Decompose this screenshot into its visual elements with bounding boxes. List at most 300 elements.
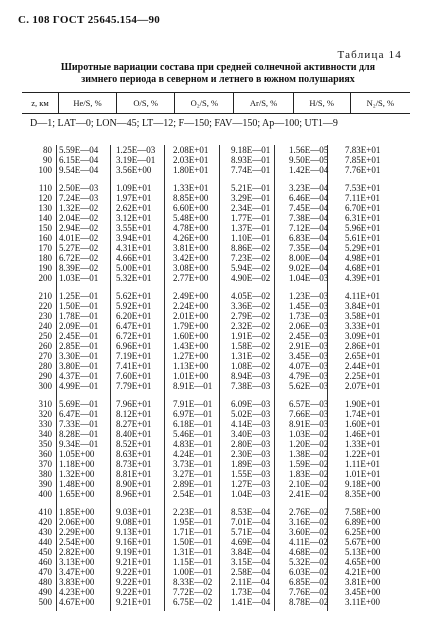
altitude-cell: 210 [38, 291, 52, 301]
value-cell: 2.77E+00 [173, 273, 209, 283]
value-cell: 1.89E—03 [231, 459, 271, 469]
value-cell: 7.12E—04 [289, 223, 329, 233]
value-cell: 3.45E+00 [345, 587, 381, 597]
value-cell: 1.71E—01 [173, 527, 213, 537]
value-cell: 1.33E+01 [173, 183, 209, 193]
value-cell: 3.11E+00 [345, 597, 380, 607]
col-header-he: He/S, % [58, 93, 116, 114]
value-cell: 9.18E+00 [345, 479, 381, 489]
table-row [22, 409, 410, 419]
value-cell: 1.90E+01 [345, 399, 381, 409]
parameters-line: D—1; LAT—0; LON—45; LT—12; F—150; FAV—150; Ap—100; UT1—9 [30, 118, 338, 129]
altitude-cell: 480 [38, 577, 52, 587]
value-cell: 7.79E+01 [116, 381, 152, 391]
value-cell: 9.21E+01 [116, 597, 152, 607]
value-cell: 8.78E—02 [289, 597, 329, 607]
value-cell: 1.77E—01 [231, 213, 271, 223]
value-cell: 1.01E+00 [173, 371, 209, 381]
value-cell: 1.60E+00 [173, 331, 209, 341]
table-row [22, 155, 410, 165]
value-cell: 3.23E—04 [289, 183, 329, 193]
table-row [22, 253, 410, 263]
value-cell: 2.54E+00 [59, 537, 95, 547]
value-cell: 8.39E—02 [59, 263, 99, 273]
value-cell: 2.07E+01 [345, 381, 381, 391]
value-cell: 7.11E+01 [345, 193, 380, 203]
value-cell: 7.23E—02 [231, 253, 271, 263]
value-cell: 1.91E—02 [231, 331, 271, 341]
altitude-cell: 170 [38, 243, 52, 253]
value-cell: 8.91E—03 [289, 419, 329, 429]
value-cell: 2.10E—02 [289, 479, 329, 489]
value-cell: 5.46E—01 [173, 429, 213, 439]
value-cell: 7.83E+01 [345, 145, 381, 155]
altitude-cell: 280 [38, 361, 52, 371]
value-cell: 4.11E+01 [345, 291, 380, 301]
altitude-cell: 260 [38, 341, 52, 351]
altitude-cell: 500 [38, 597, 52, 607]
table-row [22, 291, 410, 301]
table-row [22, 203, 410, 213]
table-row [22, 301, 410, 311]
value-cell: 7.38E—03 [231, 381, 271, 391]
value-cell: 2.58E—04 [231, 567, 271, 577]
value-cell: 4.90E—02 [231, 273, 271, 283]
table-row [22, 439, 410, 449]
altitude-cell: 120 [38, 193, 52, 203]
altitude-cell: 400 [38, 489, 52, 499]
value-cell: 8.86E—02 [231, 243, 271, 253]
table-row [22, 567, 410, 577]
value-cell: 9.13E+01 [116, 527, 152, 537]
value-cell: 8.96E+01 [116, 489, 152, 499]
value-cell: 6.72E+01 [116, 331, 152, 341]
altitude-cell: 160 [38, 233, 52, 243]
value-cell: 7.76E+01 [345, 165, 381, 175]
value-cell: 1.78E—01 [59, 311, 99, 321]
altitude-cell: 240 [38, 321, 52, 331]
value-cell: 3.40E—03 [231, 429, 271, 439]
altitude-cell: 250 [38, 331, 52, 341]
value-cell: 4.68E—02 [289, 547, 329, 557]
altitude-cell: 380 [38, 469, 52, 479]
value-cell: 4.37E—01 [59, 371, 99, 381]
table-row [22, 419, 410, 429]
value-cell: 4.67E+00 [59, 597, 95, 607]
value-cell: 1.79E+00 [173, 321, 209, 331]
value-cell: 9.22E+01 [116, 567, 152, 577]
table-row [22, 399, 410, 409]
value-cell: 3.84E+01 [345, 301, 381, 311]
altitude-cell: 180 [38, 253, 52, 263]
value-cell: 7.24E—03 [59, 193, 99, 203]
value-cell: 2.44E+01 [345, 361, 381, 371]
value-cell: 1.04E—03 [231, 489, 271, 499]
table-row [22, 321, 410, 331]
value-cell: 8.52E+01 [116, 439, 152, 449]
value-cell: 1.05E+00 [59, 449, 95, 459]
value-cell: 1.60E+01 [345, 419, 381, 429]
value-cell: 1.83E—02 [289, 469, 329, 479]
table-row [22, 223, 410, 233]
value-cell: 5.92E+01 [116, 301, 152, 311]
row-group [22, 399, 410, 499]
value-cell: 2.45E—03 [289, 331, 329, 341]
value-cell: 3.29E—01 [231, 193, 271, 203]
value-cell: 6.20E+01 [116, 311, 152, 321]
value-cell: 8.33E—02 [173, 577, 213, 587]
value-cell: 4.99E—01 [59, 381, 99, 391]
table-row [22, 547, 410, 557]
value-cell: 1.31E—02 [231, 351, 271, 361]
row-group [22, 183, 410, 283]
value-cell: 6.46E—04 [289, 193, 329, 203]
value-cell: 2.54E—01 [173, 489, 213, 499]
value-cell: 2.85E—01 [59, 341, 99, 351]
value-cell: 4.68E+01 [345, 263, 381, 273]
value-cell: 1.09E+01 [116, 183, 152, 193]
value-cell: 1.01E+01 [345, 469, 381, 479]
value-cell: 4.05E—02 [231, 291, 271, 301]
altitude-cell: 230 [38, 311, 52, 321]
value-cell: 7.91E—01 [173, 399, 213, 409]
value-cell: 5.59E—04 [59, 145, 99, 155]
table-row [22, 469, 410, 479]
value-cell: 1.38E—02 [289, 449, 329, 459]
value-cell: 1.32E—02 [59, 203, 99, 213]
value-cell: 1.37E—01 [231, 223, 271, 233]
value-cell: 5.71E—04 [231, 527, 271, 537]
value-cell: 1.59E—02 [289, 459, 329, 469]
value-cell: 3.36E—02 [231, 301, 271, 311]
value-cell: 9.18E—01 [231, 145, 271, 155]
value-cell: 1.08E—02 [231, 361, 271, 371]
value-cell: 1.50E—01 [59, 301, 99, 311]
table-row [22, 489, 410, 499]
table-row [22, 557, 410, 567]
col-header-h: H/S, % [293, 93, 350, 114]
column-header-table [22, 92, 410, 114]
value-cell: 8.91E—01 [173, 381, 213, 391]
value-cell: 1.33E+01 [345, 439, 381, 449]
col-header-o: O/S, % [117, 93, 175, 114]
value-cell: 9.50E—05 [289, 155, 329, 165]
value-cell: 1.43E+00 [173, 341, 209, 351]
value-cell: 5.61E+01 [345, 233, 381, 243]
altitude-cell: 370 [38, 459, 52, 469]
value-cell: 1.73E—04 [231, 587, 271, 597]
value-cell: 1.95E—01 [173, 517, 213, 527]
value-cell: 5.21E—01 [231, 183, 271, 193]
value-cell: 2.29E+00 [59, 527, 95, 537]
value-cell: 7.35E—04 [289, 243, 329, 253]
table-row [22, 331, 410, 341]
value-cell: 2.49E+00 [173, 291, 209, 301]
value-cell: 4.26E+00 [173, 233, 209, 243]
value-cell: 8.00E—04 [289, 253, 329, 263]
altitude-cell: 290 [38, 371, 52, 381]
value-cell: 7.41E+01 [116, 361, 152, 371]
value-cell: 2.11E—04 [231, 577, 270, 587]
table-row [22, 145, 410, 155]
value-cell: 6.31E+01 [345, 213, 381, 223]
value-cell: 1.58E—02 [231, 341, 271, 351]
value-cell: 3.30E—01 [59, 351, 99, 361]
altitude-cell: 350 [38, 439, 52, 449]
table-row [22, 381, 410, 391]
table-row [22, 341, 410, 351]
value-cell: 8.73E+01 [116, 459, 152, 469]
value-cell: 3.81E+00 [173, 243, 209, 253]
caption-line-1: Широтные вариации состава при средней солнечной активности для [60, 62, 376, 73]
value-cell: 3.19E—01 [116, 155, 156, 165]
value-cell: 7.01E—04 [231, 517, 271, 527]
altitude-cell: 440 [38, 537, 52, 547]
altitude-cell: 110 [38, 183, 52, 193]
value-cell: 3.84E—04 [231, 547, 271, 557]
value-cell: 1.31E—01 [173, 547, 213, 557]
table-row [22, 507, 410, 517]
value-cell: 8.63E+01 [116, 449, 152, 459]
value-cell: 1.73E—03 [289, 311, 329, 321]
value-cell: 6.18E—01 [173, 419, 213, 429]
altitude-cell: 140 [38, 213, 52, 223]
altitude-cell: 330 [38, 419, 52, 429]
table-row [22, 479, 410, 489]
table-row [22, 193, 410, 203]
row-group [22, 507, 410, 607]
value-cell: 7.33E—01 [59, 419, 99, 429]
altitude-cell: 340 [38, 429, 52, 439]
value-cell: 9.22E+01 [116, 587, 152, 597]
value-cell: 4.65E+00 [345, 557, 381, 567]
altitude-cell: 190 [38, 263, 52, 273]
value-cell: 1.20E—02 [289, 439, 329, 449]
value-cell: 8.85E+00 [173, 193, 209, 203]
col-header-ar: Ar/S, % [234, 93, 293, 114]
value-cell: 1.18E+00 [59, 459, 95, 469]
value-cell: 1.74E+01 [345, 409, 381, 419]
value-cell: 8.27E+01 [116, 419, 152, 429]
row-group [22, 291, 410, 391]
value-cell: 1.48E+00 [59, 479, 95, 489]
value-cell: 5.62E—03 [289, 381, 329, 391]
value-cell: 3.16E—02 [289, 517, 329, 527]
value-cell: 9.54E—04 [59, 165, 99, 175]
page-header: С. 108 ГОСТ 25645.154—90 [18, 14, 161, 26]
value-cell: 1.03E—01 [59, 273, 99, 283]
value-cell: 6.25E+00 [345, 527, 381, 537]
value-cell: 9.22E+01 [116, 577, 152, 587]
altitude-cell: 450 [38, 547, 52, 557]
value-cell: 1.04E—03 [289, 273, 329, 283]
table-label: Таблица 14 [337, 49, 402, 61]
table-row [22, 459, 410, 469]
table-row [22, 311, 410, 321]
value-cell: 7.53E+01 [345, 183, 381, 193]
value-cell: 2.76E—02 [289, 507, 329, 517]
value-cell: 1.56E—05 [289, 145, 329, 155]
col-header-z: z, км [31, 98, 49, 108]
value-cell: 1.25E—01 [59, 291, 99, 301]
value-cell: 4.01E—02 [59, 233, 99, 243]
altitude-cell: 410 [38, 507, 52, 517]
value-cell: 1.65E+00 [59, 489, 95, 499]
value-cell: 6.09E—03 [231, 399, 271, 409]
value-cell: 7.74E—01 [231, 165, 271, 175]
value-cell: 2.91E—03 [289, 341, 329, 351]
value-cell: 6.75E—02 [173, 597, 213, 607]
value-cell: 5.27E—02 [59, 243, 99, 253]
altitude-cell: 80 [43, 145, 52, 155]
altitude-cell: 360 [38, 449, 52, 459]
value-cell: 7.45E—04 [289, 203, 329, 213]
value-cell: 6.97E—01 [173, 409, 213, 419]
value-cell: 7.76E—02 [289, 587, 329, 597]
altitude-cell: 130 [38, 203, 52, 213]
value-cell: 2.32E—02 [231, 321, 271, 331]
value-cell: 3.47E+00 [59, 567, 95, 577]
value-cell: 4.39E+01 [345, 273, 381, 283]
altitude-cell: 460 [38, 557, 52, 567]
value-cell: 8.12E+01 [116, 409, 152, 419]
value-cell: 2.01E+00 [173, 311, 209, 321]
value-cell: 9.34E—01 [59, 439, 99, 449]
value-cell: 1.46E+01 [345, 429, 381, 439]
value-cell: 6.96E+01 [116, 341, 152, 351]
value-cell: 2.41E—02 [289, 489, 329, 499]
value-cell: 2.30E—03 [231, 449, 271, 459]
altitude-cell: 150 [38, 223, 52, 233]
table-row [22, 527, 410, 537]
value-cell: 5.96E+01 [345, 223, 381, 233]
value-cell: 9.19E+01 [116, 547, 152, 557]
value-cell: 3.12E+01 [116, 213, 152, 223]
table-row [22, 233, 410, 243]
value-cell: 4.69E—04 [231, 537, 271, 547]
caption-line-2: зимнего периода в северном и летнего в южном полушариях [81, 74, 355, 85]
table-row [22, 273, 410, 283]
value-cell: 2.06E+00 [59, 517, 95, 527]
value-cell: 1.15E—01 [173, 557, 213, 567]
value-cell: 2.08E+01 [173, 145, 209, 155]
value-cell: 1.13E+00 [173, 361, 209, 371]
value-cell: 3.45E—03 [289, 351, 329, 361]
value-cell: 1.32E+00 [59, 469, 95, 479]
value-cell: 8.81E+01 [116, 469, 152, 479]
value-cell: 2.62E+01 [116, 203, 152, 213]
value-cell: 5.94E—02 [231, 263, 271, 273]
value-cell: 4.66E+01 [116, 253, 152, 263]
value-cell: 1.85E+00 [59, 507, 95, 517]
value-cell: 1.42E—04 [289, 165, 329, 175]
value-cell: 1.55E—03 [231, 469, 271, 479]
value-cell: 4.98E+01 [345, 253, 381, 263]
value-cell: 3.55E+01 [116, 223, 152, 233]
value-cell: 6.72E—02 [59, 253, 99, 263]
value-cell: 3.09E+01 [345, 331, 381, 341]
value-cell: 2.79E—02 [231, 311, 271, 321]
value-cell: 9.02E—04 [289, 263, 329, 273]
value-cell: 1.22E+01 [345, 449, 381, 459]
value-cell: 5.62E+01 [116, 291, 152, 301]
value-cell: 2.50E—03 [59, 183, 99, 193]
value-cell: 6.60E+00 [173, 203, 209, 213]
value-cell: 6.57E—03 [289, 399, 329, 409]
value-cell: 1.97E+01 [116, 193, 152, 203]
value-cell: 2.24E+00 [173, 301, 209, 311]
value-cell: 7.96E+01 [116, 399, 152, 409]
altitude-cell: 300 [38, 381, 52, 391]
value-cell: 6.89E+00 [345, 517, 381, 527]
value-cell: 8.94E—03 [231, 371, 271, 381]
data-table-body [22, 145, 410, 615]
value-cell: 5.48E+00 [173, 213, 209, 223]
value-cell: 1.25E—03 [116, 145, 156, 155]
value-cell: 4.79E—03 [289, 371, 329, 381]
table-row [22, 213, 410, 223]
value-cell: 6.03E—02 [289, 567, 329, 577]
value-cell: 1.03E—02 [289, 429, 329, 439]
value-cell: 4.14E—03 [231, 419, 271, 429]
value-cell: 1.41E—04 [231, 597, 271, 607]
value-cell: 7.38E—04 [289, 213, 329, 223]
value-cell: 2.03E+01 [173, 155, 209, 165]
altitude-cell: 320 [38, 409, 52, 419]
altitude-cell: 200 [38, 273, 52, 283]
value-cell: 5.29E+01 [345, 243, 381, 253]
value-cell: 4.07E—03 [289, 361, 329, 371]
value-cell: 4.83E—01 [173, 439, 213, 449]
value-cell: 6.83E—04 [289, 233, 329, 243]
altitude-cell: 220 [38, 301, 52, 311]
value-cell: 5.32E—02 [289, 557, 329, 567]
table-row [22, 449, 410, 459]
value-cell: 9.21E+01 [116, 557, 152, 567]
altitude-cell: 470 [38, 567, 52, 577]
row-group [22, 145, 410, 175]
table-row [22, 577, 410, 587]
value-cell: 9.03E+01 [116, 507, 152, 517]
value-cell: 5.67E+00 [345, 537, 381, 547]
value-cell: 9.08E+01 [116, 517, 152, 527]
value-cell: 8.35E+00 [345, 489, 381, 499]
value-cell: 3.60E—02 [289, 527, 329, 537]
value-cell: 2.23E—01 [173, 507, 213, 517]
value-cell: 6.47E+01 [116, 321, 152, 331]
value-cell: 4.24E—01 [173, 449, 213, 459]
altitude-cell: 270 [38, 351, 52, 361]
value-cell: 3.58E+01 [345, 311, 381, 321]
value-cell: 1.27E—03 [231, 479, 271, 489]
value-cell: 7.60E+01 [116, 371, 152, 381]
table-row [22, 371, 410, 381]
value-cell: 1.00E—01 [173, 567, 213, 577]
value-cell: 3.94E+01 [116, 233, 152, 243]
altitude-cell: 420 [38, 517, 52, 527]
value-cell: 2.80E—03 [231, 439, 271, 449]
value-cell: 8.93E—01 [231, 155, 271, 165]
value-cell: 2.45E—01 [59, 331, 99, 341]
value-cell: 4.11E—02 [289, 537, 328, 547]
altitude-cell: 490 [38, 587, 52, 597]
value-cell: 1.11E+01 [345, 459, 380, 469]
value-cell: 3.15E—04 [231, 557, 271, 567]
table-row [22, 517, 410, 527]
table-row [22, 165, 410, 175]
altitude-cell: 90 [43, 155, 52, 165]
altitude-cell: 390 [38, 479, 52, 489]
